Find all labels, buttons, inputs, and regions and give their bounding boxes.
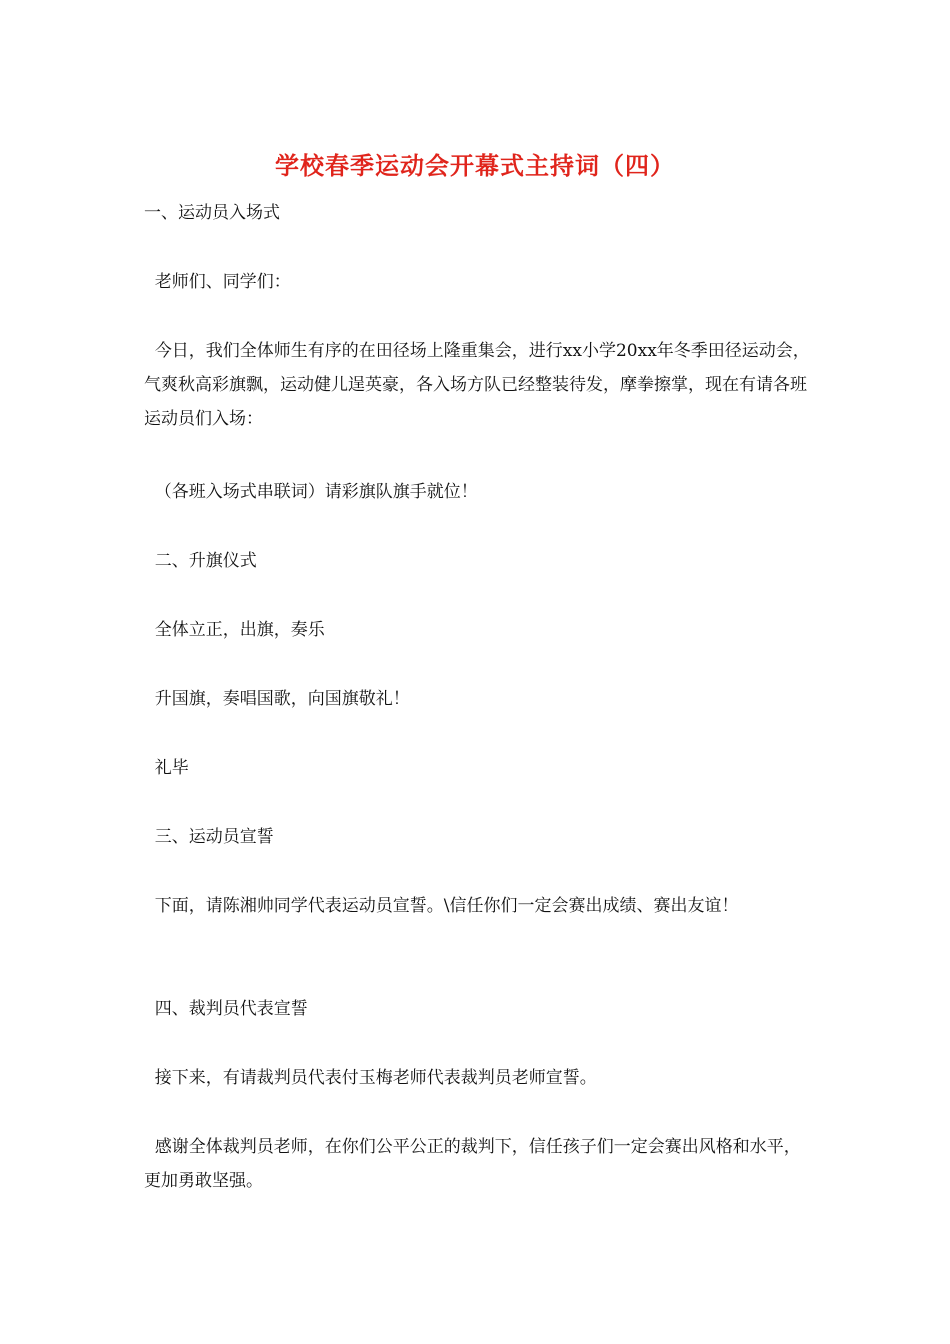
section-heading-2: 二、升旗仪式 xyxy=(144,551,257,571)
paragraph-flag-bearers: （各班入场式串联词）请彩旗队旗手就位！ xyxy=(144,482,478,502)
paragraph-intro: 今日，我们全体师生有序的在田径场上隆重集会，进行xx小学20xx年冬季田径运动会，气爽秋高彩旗飘，运动健儿逞英豪，各入场方队已经整装待发，摩拳擦掌，现在有请各班运动员们入场： xyxy=(144,341,810,429)
section-heading-1: 一、运动员入场式 xyxy=(144,203,280,223)
paragraph-attention: 全体立正，出旗，奏乐 xyxy=(144,620,325,640)
paragraph-athlete-oath: 下面，请陈湘帅同学代表运动员宣誓。\信任你们一定会赛出成绩、赛出友谊！ xyxy=(144,896,739,916)
section-heading-3: 三、运动员宣誓 xyxy=(144,827,274,847)
paragraph-thanks-referees: 感谢全体裁判员老师，在你们公平公正的裁判下，信任孩子们一定会赛出风格和水平，更加勇敢坚强。 xyxy=(144,1137,801,1191)
document-title: 学校春季运动会开幕式主持词（四） xyxy=(275,151,675,180)
paragraph-salute-end: 礼毕 xyxy=(144,758,189,778)
paragraph-anthem: 升国旗，奏唱国歌，向国旗敬礼！ xyxy=(144,689,410,709)
greeting: 老师们、同学们： xyxy=(144,272,291,292)
paragraph-referee-oath: 接下来，有请裁判员代表付玉梅老师代表裁判员老师宣誓。 xyxy=(144,1068,597,1088)
section-heading-4: 四、裁判员代表宣誓 xyxy=(144,999,308,1019)
